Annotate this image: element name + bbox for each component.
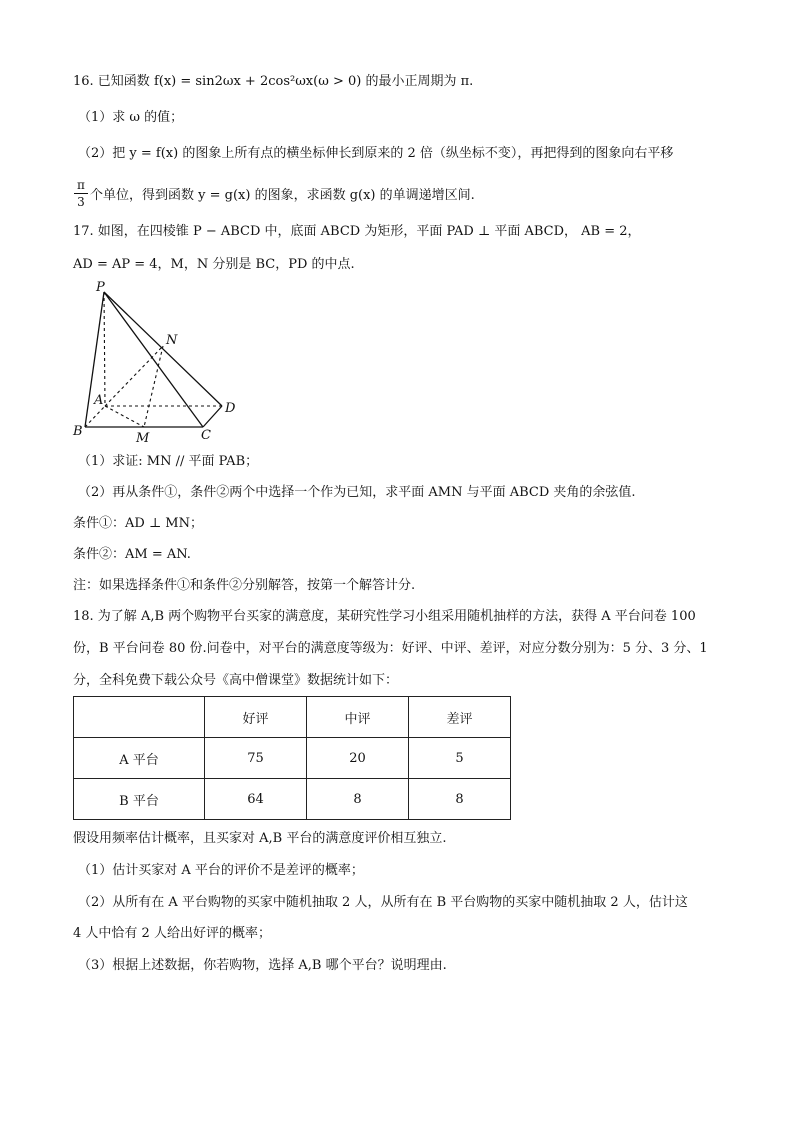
q18-stem-line3: 分，全科免费下载公众号《高中僧课堂》数据统计如下： <box>73 673 399 688</box>
row-label-A: A 平台 <box>74 738 205 779</box>
q17-stem-line2: AD = AP = 4，M，N 分别是 BC，PD 的中点. <box>73 257 355 272</box>
q16-stem: 16. 已知函数 f(x) = sin2ωx + 2cos²ωx(ω > 0) 的最小正周期为 π. <box>73 74 474 89</box>
table-header-good: 好评 <box>205 697 307 738</box>
label-C: C <box>201 428 211 443</box>
label-D: D <box>225 401 236 416</box>
q17-condition2: 条件②：AM = AN. <box>73 547 191 562</box>
q16-part2-line2: 个单位，得到函数 y = g(x) 的图象，求函数 g(x) 的单调递增区间. <box>90 188 475 203</box>
table-cell: 5 <box>409 738 511 779</box>
q18-part2-line2: 4 人中恰有 2 人给出好评的概率； <box>73 926 271 941</box>
q17-note: 注：如果选择条件①和条件②分别解答，按第一个解答计分. <box>73 578 416 593</box>
label-P: P <box>96 280 105 295</box>
table-cell: 8 <box>307 779 409 820</box>
label-B: B <box>73 424 83 439</box>
table-header-neutral: 中评 <box>307 697 409 738</box>
segment-AN-hidden <box>105 346 163 406</box>
q17-part1: （1）求证: MN // 平面 PAB； <box>78 454 259 469</box>
table-row <box>74 779 511 820</box>
label-M: M <box>136 431 150 446</box>
table-header-bad: 差评 <box>409 697 511 738</box>
q18-assumption: 假设用频率估计概率，且买家对 A,B 平台的满意度评价相互独立. <box>73 831 447 846</box>
table-header-row <box>74 697 511 738</box>
table-corner-cell <box>74 697 205 738</box>
edge-CD <box>203 406 222 427</box>
segment-MN-hidden <box>144 346 163 427</box>
q18-part2-line1: （2）从所有在 A 平台购物的买家中随机抽取 2 人，从所有在 B 平台购物的买家中随机抽取 2 人，估计这 <box>78 895 688 910</box>
row-label-B: B 平台 <box>74 779 205 820</box>
edge-PD <box>104 292 222 406</box>
table-cell: 64 <box>205 779 307 820</box>
q18-part1: （1）估计买家对 A 平台的评价不是差评的概率； <box>78 863 364 878</box>
q18-part3: （3）根据上述数据，你若购物，选择 A,B 哪个平台？说明理由. <box>78 958 447 973</box>
table-cell: 8 <box>409 779 511 820</box>
q18-stem-line2: 份，B 平台问卷 80 份.问卷中，对平台的满意度等级为：好评、中评、差评，对应分数分别为：5 分、3 分、1 <box>73 641 708 656</box>
edge-PC <box>104 292 203 427</box>
table-cell: 20 <box>307 738 409 779</box>
label-A: A <box>94 393 104 408</box>
q16-part2-line1: （2）把 y = f(x) 的图象上所有点的横坐标伸长到原来的 2 倍（纵坐标不变），再把得到的图象向右平移 <box>78 146 674 161</box>
q16-part1: （1）求 ω 的值； <box>78 110 184 125</box>
fraction-pi-over-3 <box>74 178 88 209</box>
fraction-numerator: π <box>74 178 88 194</box>
table-cell: 75 <box>205 738 307 779</box>
label-N: N <box>166 333 178 348</box>
q17-stem-line1: 17. 如图，在四棱锥 P − ABCD 中，底面 ABCD 为矩形，平面 PAD ⊥ 平面 ABCD， AB = 2， <box>73 224 641 239</box>
table-row <box>74 738 511 779</box>
q17-condition1: 条件①：AD ⊥ MN； <box>73 516 203 531</box>
segment-AM-hidden <box>105 406 144 427</box>
fraction-denominator: 3 <box>77 195 85 209</box>
q18-stem-line1: 18. 为了解 A,B 两个购物平台买家的满意度，某研究性学习小组采用随机抽样的方法，获得 A 平台问卷 100 <box>73 609 696 624</box>
satisfaction-table <box>73 696 511 820</box>
pyramid-figure <box>70 278 250 448</box>
q17-part2: （2）再从条件①，条件②两个中选择一个作为已知，求平面 AMN 与平面 ABCD 夹角的余弦值. <box>78 485 636 500</box>
edge-PA-hidden <box>104 292 105 406</box>
